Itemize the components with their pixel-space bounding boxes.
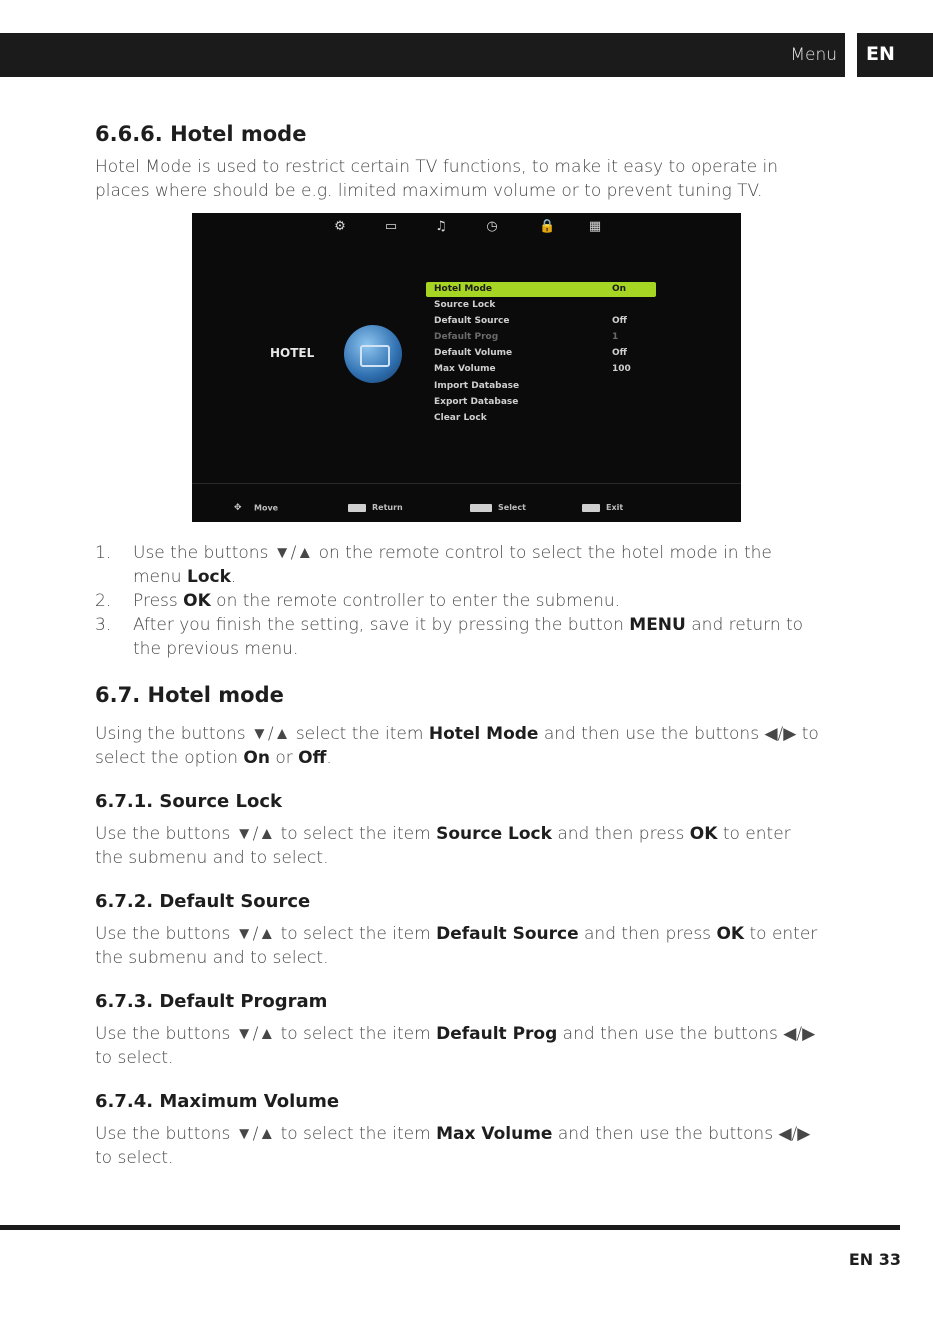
bold-term: OK	[716, 924, 745, 944]
section-title-671: 6.7.1. Source Lock	[95, 791, 282, 812]
tv-menu-item-default-source[interactable]	[426, 314, 656, 329]
step-bold-term: OK	[183, 591, 211, 611]
text-part: Use the buttons ▼/▲ to select the item	[95, 824, 437, 844]
step-text-part: and return to the previous menu.	[133, 615, 804, 659]
tv-menu-item-label: Source Lock	[434, 300, 496, 310]
header-bar	[0, 33, 845, 77]
tv-footer-exit	[582, 503, 623, 512]
tv-menu-item-value: 100	[612, 364, 631, 374]
section-title-673: 6.7.3. Default Program	[95, 991, 328, 1012]
step-text-part: .	[230, 567, 237, 587]
text-part: Use the buttons ▼/▲ to select the item	[95, 1024, 437, 1044]
move-arrows-icon: ✥	[234, 503, 242, 513]
tv-footer-select	[470, 503, 526, 512]
step-bold-term: MENU	[629, 615, 686, 635]
tv-menu-screenshot	[192, 213, 741, 522]
tv-menu-item-max-volume[interactable]	[426, 362, 656, 377]
exit-key-icon	[582, 504, 600, 512]
bold-term: Source Lock	[436, 824, 552, 844]
tv-menu-item-default-prog	[426, 330, 656, 345]
section-body-671	[95, 822, 820, 870]
tv-menu-item-label: Import Database	[434, 381, 520, 391]
tv-footer-return	[348, 503, 403, 512]
tv-menu-item-import-database[interactable]	[426, 379, 656, 394]
step-text	[133, 613, 823, 661]
text-part: Use the buttons ▼/▲ to select the item	[95, 1124, 437, 1144]
tv-menu-item-source-lock[interactable]	[426, 298, 656, 313]
menu-key-icon	[348, 504, 366, 512]
text-part: .	[326, 748, 332, 768]
bold-term: Default Prog	[436, 1024, 558, 1044]
music-note-icon: ♫	[435, 219, 447, 234]
tv-footer-exit-label: Exit	[606, 503, 624, 512]
text-part: and then use the buttons ◀/▶ to select.	[95, 1124, 811, 1168]
tv-menu-item-value: Off	[612, 348, 627, 358]
step-number: 2.	[95, 591, 112, 611]
text-part: and then press	[578, 924, 717, 944]
header-menu-label: Menu	[790, 45, 837, 65]
tv-menu-item-label: Hotel Mode	[434, 284, 493, 294]
section-body-674	[95, 1122, 820, 1170]
hotel-globe-icon	[344, 325, 402, 383]
text-part: and then use the buttons ◀/▶ to select.	[95, 1024, 816, 1068]
lock-icon: 🔒	[539, 219, 556, 234]
tv-menu-item-value: 1	[612, 332, 619, 342]
footer-rule	[0, 1225, 900, 1230]
tv-menu-item-export-database[interactable]	[426, 395, 656, 410]
page-number: EN 33	[848, 1250, 901, 1269]
language-tab-label: EN	[866, 43, 895, 65]
section-intro-666: Hotel Mode is used to restrict certain TV functions, to make it easy to operate in places where should be e.g. limited maximum volume or to prevent tuning TV.	[95, 157, 779, 201]
gear-icon: ⚙	[334, 219, 346, 234]
step-number: 3.	[95, 615, 112, 635]
tv-menu-item-label: Export Database	[434, 397, 519, 407]
tv-menu-item-value: On	[612, 284, 627, 294]
bold-term: Max Volume	[436, 1124, 553, 1144]
tv-menu-item-default-volume[interactable]	[426, 346, 656, 361]
tv-footer-divider	[192, 483, 741, 484]
step-text-part: Use the buttons ▼/▲ on the remote control to select the hotel mode in the menu	[133, 543, 772, 587]
text-part: Use the buttons ▼/▲ to select the item	[95, 924, 437, 944]
text-part: Using the buttons ▼/▲ select the item	[95, 724, 429, 744]
bold-term: Default Source	[436, 924, 579, 944]
text-part: and then use the buttons ◀/▶ to select the option	[95, 724, 819, 768]
tv-footer-move-label: Move	[254, 503, 279, 513]
tv-menu-item-label: Max Volume	[434, 364, 496, 374]
step-text-part: on the remote controller to enter the submenu.	[210, 591, 621, 611]
step-text-part: After you finish the setting, save it by pressing the button	[133, 615, 630, 635]
section-body-672	[95, 922, 820, 970]
section-title-67: 6.7. Hotel mode	[95, 683, 284, 707]
bold-term: OK	[689, 824, 718, 844]
bold-term: Off	[298, 748, 327, 768]
step-text-part: Press	[133, 591, 184, 611]
grid-icon: ▦	[588, 219, 602, 234]
step-text	[133, 589, 823, 613]
section-title-666: 6.6.6. Hotel mode	[95, 122, 307, 146]
text-part: or	[269, 748, 299, 768]
step-bold-term: Lock	[186, 567, 231, 587]
tv-menu-item-value: Off	[612, 316, 627, 326]
text-part: to enter the submenu and to select.	[95, 924, 818, 968]
section-body-67	[95, 722, 820, 770]
step-text	[133, 541, 823, 589]
text-part: to enter the submenu and to select.	[95, 824, 791, 868]
tv-footer-return-label: Return	[372, 503, 403, 512]
bold-term: On	[243, 748, 270, 768]
text-part: and then press	[551, 824, 690, 844]
tv-menu-item-label: Clear Lock	[434, 413, 487, 423]
tv-menu-item-clear-lock[interactable]	[426, 411, 656, 426]
tv-footer-move	[234, 503, 278, 513]
clock-icon: ◷	[486, 219, 498, 234]
tv-menu-item-hotel-mode[interactable]	[426, 282, 656, 297]
enter-key-icon	[470, 504, 492, 512]
section-title-672: 6.7.2. Default Source	[95, 891, 311, 912]
tv-menu-item-label: Default Prog	[434, 332, 499, 342]
section-body-673	[95, 1022, 820, 1070]
step-number: 1.	[95, 543, 112, 563]
tv-top-icon-bar	[192, 213, 741, 245]
language-tab	[857, 33, 933, 77]
tv-menu-item-label: Default Volume	[434, 348, 513, 358]
tv-category-label: HOTEL	[270, 346, 315, 360]
bold-term: Hotel Mode	[428, 724, 539, 744]
monitor-icon: ▭	[384, 219, 398, 234]
tv-menu-item-label: Default Source	[434, 316, 510, 326]
section-title-674: 6.7.4. Maximum Volume	[95, 1091, 340, 1112]
tv-footer-select-label: Select	[498, 503, 526, 512]
